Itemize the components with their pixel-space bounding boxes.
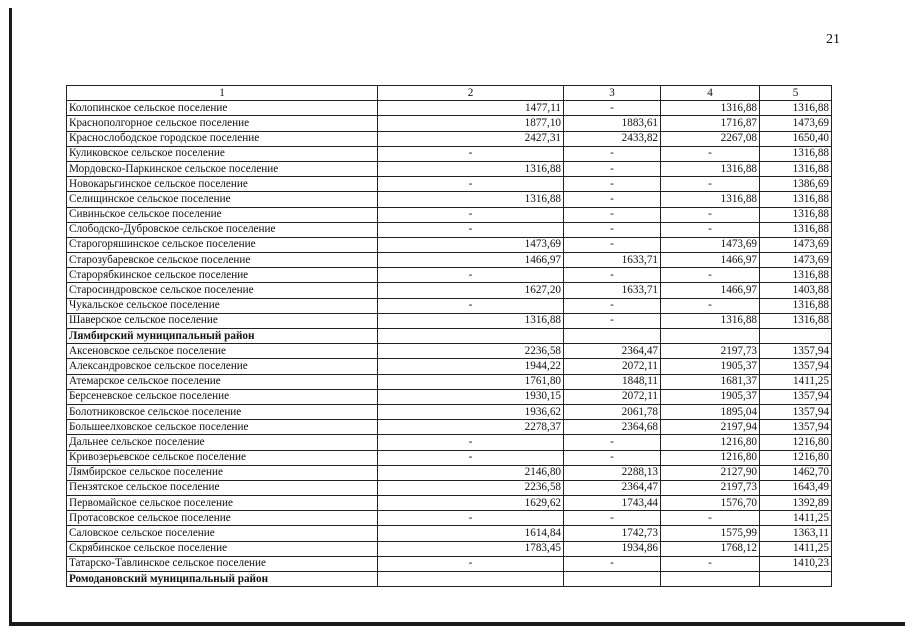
value-cell-col5: 1357,94 <box>760 359 832 374</box>
value-cell-col3: - <box>564 146 661 161</box>
value-cell-col5: 1357,94 <box>760 404 832 419</box>
settlement-name: Атемарское сельское поселение <box>67 374 378 389</box>
value-cell-col5: 1216,80 <box>760 450 832 465</box>
value-cell-col4: 1768,12 <box>661 541 760 556</box>
value-cell-col2: 2236,58 <box>378 344 564 359</box>
value-cell-col3: 2433,82 <box>564 131 661 146</box>
page-number: 21 <box>826 32 840 47</box>
value-cell-col5: 1473,69 <box>760 253 832 268</box>
value-cell-col3: - <box>564 511 661 526</box>
value-cell-col3: 1742,73 <box>564 526 661 541</box>
value-cell-col2: - <box>378 511 564 526</box>
value-cell-col3: 1848,11 <box>564 374 661 389</box>
district-name: Ромодановский муниципальный район <box>67 572 378 587</box>
tariff-table <box>66 85 832 587</box>
value-cell-col2: 1783,45 <box>378 541 564 556</box>
value-cell-col4: 1316,88 <box>661 161 760 176</box>
settlement-name: Чукальское сельское поселение <box>67 298 378 313</box>
settlement-name: Пензятское сельское поселение <box>67 480 378 495</box>
table-row <box>67 237 832 252</box>
settlement-name: Старорябкинское сельское поселение <box>67 268 378 283</box>
value-cell-col5: 1386,69 <box>760 177 832 192</box>
value-cell-col5: 1411,25 <box>760 374 832 389</box>
value-cell-col5 <box>760 329 832 344</box>
settlement-name: Старозубаревское сельское поселение <box>67 253 378 268</box>
table-row <box>67 404 832 419</box>
value-cell-col2: 1316,88 <box>378 161 564 176</box>
table-row <box>67 253 832 268</box>
value-cell-col3: 1743,44 <box>564 496 661 511</box>
scan-shadow-bottom <box>9 622 905 626</box>
value-cell-col4: 2197,94 <box>661 420 760 435</box>
table-row <box>67 556 832 571</box>
value-cell-col4: 1576,70 <box>661 496 760 511</box>
settlement-name: Первомайское сельское поселение <box>67 496 378 511</box>
table-row <box>67 146 832 161</box>
value-cell-col3: - <box>564 161 661 176</box>
column-header: 5 <box>760 86 832 101</box>
value-cell-col3: 2288,13 <box>564 465 661 480</box>
value-cell-col3: 1633,71 <box>564 253 661 268</box>
column-header: 1 <box>67 86 378 101</box>
value-cell-col4: 1905,37 <box>661 389 760 404</box>
value-cell-col5: 1316,88 <box>760 146 832 161</box>
settlement-name: Куликовское сельское поселение <box>67 146 378 161</box>
value-cell-col5: 1410,23 <box>760 556 832 571</box>
value-cell-col4: 1473,69 <box>661 237 760 252</box>
value-cell-col5: 1357,94 <box>760 420 832 435</box>
value-cell-col4: 2267,08 <box>661 131 760 146</box>
value-cell-col2: - <box>378 556 564 571</box>
table-row <box>67 374 832 389</box>
table-row <box>67 177 832 192</box>
value-cell-col3: 2072,11 <box>564 359 661 374</box>
table-row <box>67 298 832 313</box>
value-cell-col5: 1473,69 <box>760 116 832 131</box>
table-row <box>67 283 832 298</box>
table-row <box>67 207 832 222</box>
value-cell-col4: 1681,37 <box>661 374 760 389</box>
table-row <box>67 450 832 465</box>
value-cell-col4: - <box>661 268 760 283</box>
value-cell-col2: 1473,69 <box>378 237 564 252</box>
value-cell-col2: - <box>378 177 564 192</box>
value-cell-col3: 2364,47 <box>564 344 661 359</box>
settlement-name: Аксеновское сельское поселение <box>67 344 378 359</box>
value-cell-col2: - <box>378 435 564 450</box>
value-cell-col2: 1944,22 <box>378 359 564 374</box>
value-cell-col4 <box>661 329 760 344</box>
settlement-name: Болотниковское сельское поселение <box>67 404 378 419</box>
settlement-name: Старосиндровское сельское поселение <box>67 283 378 298</box>
value-cell-col2: - <box>378 222 564 237</box>
value-cell-col2: 1936,62 <box>378 404 564 419</box>
value-cell-col5: 1316,88 <box>760 161 832 176</box>
value-cell-col2 <box>378 572 564 587</box>
value-cell-col2: 1614,84 <box>378 526 564 541</box>
value-cell-col4: 1895,04 <box>661 404 760 419</box>
settlement-name: Дальнее сельское поселение <box>67 435 378 450</box>
district-heading-row <box>67 572 832 587</box>
value-cell-col5: 1316,88 <box>760 313 832 328</box>
settlement-name: Кривозерьевское сельское поселение <box>67 450 378 465</box>
value-cell-col4: 2127,90 <box>661 465 760 480</box>
value-cell-col5: 1316,88 <box>760 101 832 116</box>
settlement-name: Александровское сельское поселение <box>67 359 378 374</box>
value-cell-col2: 1627,20 <box>378 283 564 298</box>
value-cell-col5: 1216,80 <box>760 435 832 450</box>
value-cell-col3 <box>564 329 661 344</box>
table-row <box>67 192 832 207</box>
table-row <box>67 116 832 131</box>
value-cell-col5: 1403,88 <box>760 283 832 298</box>
table-row <box>67 480 832 495</box>
value-cell-col4: - <box>661 298 760 313</box>
value-cell-col3: - <box>564 237 661 252</box>
table-row <box>67 161 832 176</box>
table-row <box>67 389 832 404</box>
settlement-name: Саловское сельское поселение <box>67 526 378 541</box>
value-cell-col5: 1357,94 <box>760 389 832 404</box>
value-cell-col5: 1316,88 <box>760 207 832 222</box>
table-row <box>67 526 832 541</box>
settlement-name: Старогоряшинское сельское поселение <box>67 237 378 252</box>
value-cell-col2: - <box>378 268 564 283</box>
table-row <box>67 222 832 237</box>
value-cell-col4: 1216,80 <box>661 450 760 465</box>
value-cell-col2: 1477,11 <box>378 101 564 116</box>
value-cell-col2: 1877,10 <box>378 116 564 131</box>
value-cell-col2: - <box>378 207 564 222</box>
table-row <box>67 359 832 374</box>
value-cell-col3: 2364,47 <box>564 480 661 495</box>
value-cell-col4: 1466,97 <box>661 253 760 268</box>
value-cell-col3 <box>564 572 661 587</box>
value-cell-col2: - <box>378 298 564 313</box>
table-row <box>67 420 832 435</box>
value-cell-col5: 1316,88 <box>760 298 832 313</box>
value-cell-col5: 1650,40 <box>760 131 832 146</box>
value-cell-col4: - <box>661 146 760 161</box>
value-cell-col2: 2427,31 <box>378 131 564 146</box>
table-row <box>67 313 832 328</box>
table-row <box>67 268 832 283</box>
settlement-name: Краснослободское городское поселение <box>67 131 378 146</box>
value-cell-col3: - <box>564 222 661 237</box>
table-row <box>67 465 832 480</box>
value-cell-col4: 1316,88 <box>661 101 760 116</box>
value-cell-col3: - <box>564 450 661 465</box>
value-cell-col3: - <box>564 207 661 222</box>
value-cell-col3: 2061,78 <box>564 404 661 419</box>
district-name: Лямбирский муниципальный район <box>67 329 378 344</box>
district-heading-row <box>67 329 832 344</box>
table-header-row <box>67 86 832 101</box>
value-cell-col5: 1411,25 <box>760 541 832 556</box>
settlement-name: Протасовское сельское поселение <box>67 511 378 526</box>
value-cell-col5: 1363,11 <box>760 526 832 541</box>
value-cell-col2 <box>378 329 564 344</box>
value-cell-col3: - <box>564 268 661 283</box>
value-cell-col3: - <box>564 177 661 192</box>
value-cell-col4: 1905,37 <box>661 359 760 374</box>
value-cell-col2: - <box>378 450 564 465</box>
value-cell-col5: 1316,88 <box>760 192 832 207</box>
value-cell-col3: - <box>564 313 661 328</box>
value-cell-col5: 1316,88 <box>760 268 832 283</box>
value-cell-col5 <box>760 572 832 587</box>
settlement-name: Большеелховское сельское поселение <box>67 420 378 435</box>
value-cell-col5: 1473,69 <box>760 237 832 252</box>
value-cell-col4: - <box>661 222 760 237</box>
settlement-name: Краснополгорное сельское поселение <box>67 116 378 131</box>
scan-shadow-left <box>9 8 12 624</box>
settlement-name: Скрябинское сельское поселение <box>67 541 378 556</box>
settlement-name: Слободско-Дубровское сельское поселение <box>67 222 378 237</box>
value-cell-col2: - <box>378 146 564 161</box>
settlement-name: Сивиньское сельское поселение <box>67 207 378 222</box>
value-cell-col2: 1316,88 <box>378 313 564 328</box>
value-cell-col5: 1643,49 <box>760 480 832 495</box>
table-row <box>67 131 832 146</box>
value-cell-col4: 2197,73 <box>661 344 760 359</box>
value-cell-col2: 1466,97 <box>378 253 564 268</box>
value-cell-col4: 1466,97 <box>661 283 760 298</box>
value-cell-col2: 2146,80 <box>378 465 564 480</box>
value-cell-col4: - <box>661 207 760 222</box>
settlement-name: Колопинское сельское поселение <box>67 101 378 116</box>
value-cell-col4: 1575,99 <box>661 526 760 541</box>
value-cell-col2: 2236,58 <box>378 480 564 495</box>
value-cell-col5: 1392,89 <box>760 496 832 511</box>
settlement-name: Татарско-Тавлинское сельское поселение <box>67 556 378 571</box>
value-cell-col4: - <box>661 177 760 192</box>
settlement-name: Селищинское сельское поселение <box>67 192 378 207</box>
value-cell-col2: 1629,62 <box>378 496 564 511</box>
settlement-name: Лямбирское сельское поселение <box>67 465 378 480</box>
value-cell-col3: - <box>564 101 661 116</box>
value-cell-col3: - <box>564 556 661 571</box>
table-row <box>67 511 832 526</box>
value-cell-col3: - <box>564 435 661 450</box>
value-cell-col5: 1411,25 <box>760 511 832 526</box>
settlement-name: Шаверское сельское поселение <box>67 313 378 328</box>
table-row <box>67 496 832 511</box>
value-cell-col4: 1316,88 <box>661 313 760 328</box>
value-cell-col4: 1216,80 <box>661 435 760 450</box>
settlement-name: Новокарьгинское сельское поселение <box>67 177 378 192</box>
value-cell-col4: - <box>661 556 760 571</box>
value-cell-col4: 2197,73 <box>661 480 760 495</box>
value-cell-col3: 1633,71 <box>564 283 661 298</box>
value-cell-col2: 1316,88 <box>378 192 564 207</box>
value-cell-col5: 1357,94 <box>760 344 832 359</box>
value-cell-col2: 1761,80 <box>378 374 564 389</box>
column-header: 4 <box>661 86 760 101</box>
settlement-name: Мордовско-Паркинское сельское поселение <box>67 161 378 176</box>
column-header: 3 <box>564 86 661 101</box>
value-cell-col3: 2072,11 <box>564 389 661 404</box>
value-cell-col4: - <box>661 511 760 526</box>
value-cell-col3: - <box>564 298 661 313</box>
table-row <box>67 101 832 116</box>
table-row <box>67 435 832 450</box>
column-header: 2 <box>378 86 564 101</box>
value-cell-col3: 1883,61 <box>564 116 661 131</box>
value-cell-col3: - <box>564 192 661 207</box>
value-cell-col5: 1462,70 <box>760 465 832 480</box>
value-cell-col2: 1930,15 <box>378 389 564 404</box>
value-cell-col4: 1716,87 <box>661 116 760 131</box>
value-cell-col3: 1934,86 <box>564 541 661 556</box>
settlement-name: Берсеневское сельское поселение <box>67 389 378 404</box>
value-cell-col3: 2364,68 <box>564 420 661 435</box>
table-row <box>67 541 832 556</box>
value-cell-col4 <box>661 572 760 587</box>
table-row <box>67 344 832 359</box>
value-cell-col4: 1316,88 <box>661 192 760 207</box>
value-cell-col5: 1316,88 <box>760 222 832 237</box>
value-cell-col2: 2278,37 <box>378 420 564 435</box>
